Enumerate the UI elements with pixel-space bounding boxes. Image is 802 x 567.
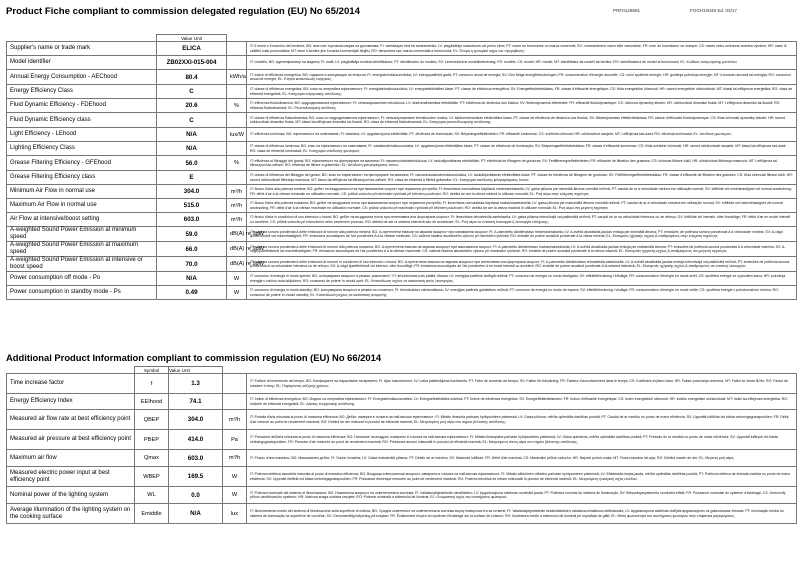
additional-info-row xyxy=(7,467,797,487)
row-unit xyxy=(227,42,247,56)
row-value: C xyxy=(157,113,227,128)
document-reference: PRF0128981 xyxy=(613,8,641,13)
fiche-row xyxy=(7,227,797,242)
row-value: 59.0 xyxy=(157,227,227,242)
row-unit xyxy=(227,142,247,156)
row-unit xyxy=(227,85,247,99)
row-translations: IT: classe di efficienza del filtraggio dei grassi; BG: клас по ефективност на филтриране на мазнини; FI: rasvansuodatustehokkuusluokka; LV: taukutilpināšanas efektivitātes klase; PT: classe de eficiência de filtragem de gorduras; SV: Fettfiltreringseffektivitetsklass; FR: classe d'efficacité de filtration des graisses; CS: třída účinnosti filtrace tuků; HR: razred učinkovitosti filtriranja masnoća; MT: klassi tal-effiċjenza tal-filtrazzjoni tax-xaħam; RO: clasa de eficiență a filtrării grăsimilor; EL: Κατηγορία απόδοσης φιλτραρίσματος λιπών; xyxy=(247,171,797,185)
row-translations: IT: efficienza di filtraggio dei grassi; BG: ефективност на филтриране на мазнини; FI: rasvansuodatustehokkuus; LV: taukutilpināšanas efektivitāte; PT: eficiência de filtragem de gorduras; SV: Fettfiltreringseffektiviteten; FR: efficacité de filtration des graisses; CS: účinnost filtrace tuků; HR: učinkovitost filtriranja masnoća; MT: l-effiċjenza tal-filtrazzjoni tax-xaħam; RO: eficiența de filtrare a grăsimilor; EL: Απόδοση φιλτραρίσματος λιπών; xyxy=(247,156,797,171)
row-translations: IT: efficienza fluidodinamica; BG: хидродинамична ефективност; FI: virtausdynaaminen tehokkuus; LV: šķidrumdinamikas efektivitāte; PT: eficiência de dinâmica dos fluidos; SV: flödesdynamisk effektivitet; FR: efficacité fluidodynamique; CS: účinnost dynamiky tekutin; HR: učinkovitost dinamike fluida; MT: l-effiċjenza dinamika tal-fluwidi; RO: eficiența fluidodinamică; EL: Ρευστοδυναμική απόδοση; xyxy=(247,99,797,113)
fiche-row xyxy=(7,156,797,171)
row-unit: W xyxy=(223,467,247,487)
row-translations: IT: modello; BG: идентификатор на модела; FI: malli; LV: piegādātāja modeļa identifikators; PT: identificador do modelo; SV: Leverantörens modellbeteckning; FR: modèle; CS: model; HR: model; MT: identifikatur tal-mudell tal-fornitur; RO: identificatorul de model al furnizorului; EL: Κωδικός αναγνώρισης μοντέλου; xyxy=(247,56,797,70)
fiche-row xyxy=(7,257,797,272)
additional-info-row xyxy=(7,487,797,504)
row-unit: % xyxy=(227,99,247,113)
row-unit: W xyxy=(223,487,247,504)
fiche-row xyxy=(7,213,797,227)
column-header-spacer xyxy=(7,35,157,42)
additional-info-row xyxy=(7,410,797,430)
row-translations: IT: potenza sonora ponderata A delle emissioni di rumore alla potenza massima; BG: А-претеглени емисии на звукова мощност при максимална скорост; FI: A-painotettu äänitehotaso maksimiasetuksella; LV: A-svērtā akustiskās jaudas emisija pie maksimālā ātruma; PT: emissões de potência sonora ponderada A à velocidade máxima; SV: A-vägd ljudeffektnivå vid maximihastighet; FR: émissions acoustiques de l'air pondérées A à la vitesse maximale; CS: vážená hladina akustického výkonu při maximální rychlosti; RO: emisiile de putere acustică ponderate A la viteza maximă; EL: Εκπομπές ηχητικής ισχύος Α-σταθμισμένες στη μέγιστη ταχύτητα; xyxy=(247,242,797,257)
row-value: 80.4 xyxy=(157,70,227,85)
product-fiche-table xyxy=(6,34,797,300)
row-symbol: Qmax xyxy=(135,450,169,467)
row-translations: IT: Pressione dell'aria misurata al punto di massima efficienza; BG: Налягане на въздуха, измерено в точката на най-висока ефективност; FI: Mitattu ilmanpaine parhaan hyötysuhteen pisteessä; LV: Gaisa spiediens, mērīts optimālās darbības punktā; PT: Pressão do ar medida no ponto de maior eficiência; SV: Uppmätt lufttryck vid bästa verkningsgradspunkten; FR: Pression d'air mesurée au point de rendement maximal; RO: Presiunea aerului măsurată în punctul de eficiență maximă; EL: Μετρούμενη πίεση αέρα στο σημείο βέλτιστης απόδοσης; xyxy=(247,430,797,450)
row-translations: IT: consumo di energia in modo spento; BG: консумирана мощност в режим „изключено“; FI: tehonkulutus pois päältä -tilassa; LV: enerģijas patēriņš izslēgtā režīmā; PT: consumo de energia no modo desligado; SV: effektförbrukning i frånläge; FR: consommation d'énergie en mode arrêt; CS: spotřeba energie ve vypnutém stavu; HR: potrošnja energije u načinu rada isključeno; RO: consumul de putere în modul oprit; EL: Κατανάλωση ισχύος σε κατάσταση εκτός λειτουργίας; xyxy=(247,272,797,286)
column-header-value-unit: Value Unit xyxy=(157,35,227,42)
row-translations: IT: il nome o il marchio del fornitore; BG: име или търговска марка на доставчика; FI: valmistajan nimi tai tavaramerkki; LV: piegādātāja nosaukums vai preču zīme; PT: nome do fornecedor ou marca comercial; SV: Leverantörens namn eller varumärke; FR: nom du fournisseur ou marque; CS: název nebo ochranná známka výrobce; HR: naziv ili zaštitni znak proizvođača; MT: isem il-fornitur jew il-marka kummerċjali tiegħu; RO: denumirea sau marca comercială a furnizorului; EL: Όνομα ή εμπορικό σήμα του προμηθευτή; xyxy=(247,42,797,56)
row-translations: IT: consumo di energia in modo standby; BG: консумирана мощност в режим на готовност; FI: tehonkulutus valmiustilassa; LV: enerģijas patēriņš gaidstāves režīmā; PT: consumo de energia no modo de espera; SV: effektförbrukning i viloläge; FR: consommation d'énergie en mode veille; CS: spotřeba energie v pohotovostním režimu; RO: consumul de putere în modul standby; EL: Κατανάλωση ισχύος σε κατάσταση αναμονής; xyxy=(247,286,797,300)
row-symbol: WL xyxy=(135,487,169,504)
row-label: Measured air pressure at best efficiency point xyxy=(7,430,135,450)
row-value: 515.0 xyxy=(157,199,227,213)
fiche-row xyxy=(7,185,797,199)
row-translations: IT: classe di efficienza luminosa; BG: клас на ефективност на осветяване; FI: valaistustehokkuusluokka; LV: apgaismojuma efektivitātes klase; PT: classe de eficiência de iluminação; SV: Belysningseffektivitetsklass; FR: classe d'efficacité lumineuse; CS: třída světelné účinnosti; HR: razred učinkovitosti rasvjete; MT: klassi tal-effiċjenza tad-dawl; RO: clasa de eficiență luminoasă; EL: Κατηγορία απόδοσης φωτισμού; xyxy=(247,142,797,156)
row-value: 56.0 xyxy=(157,156,227,171)
fiche-row xyxy=(7,242,797,257)
row-value: ZB02XXI-015-004 xyxy=(157,56,227,70)
fiche-row xyxy=(7,128,797,142)
row-unit: lux/W xyxy=(227,128,247,142)
column-header-spacer xyxy=(247,367,797,374)
row-value: E xyxy=(157,171,227,185)
fiche-row xyxy=(7,171,797,185)
fiche-row xyxy=(7,56,797,70)
row-unit: m³/h xyxy=(227,185,247,199)
row-label: Energy Efficiency Class xyxy=(7,85,157,99)
row-value: C xyxy=(157,85,227,99)
row-label: Power consumption in standby mode - Ps xyxy=(7,286,157,300)
row-value: 20.6 xyxy=(157,99,227,113)
row-label: Annual Energy Consumption - AEChood xyxy=(7,70,157,85)
row-value: 603.0 xyxy=(169,450,223,467)
row-symbol: WBEP xyxy=(135,467,169,487)
row-label: Maximum Air Flow in normal use xyxy=(7,199,157,213)
row-label: A-weighted Sound Power Emission at maximum speed xyxy=(7,242,157,257)
row-value: 603.0 xyxy=(157,213,227,227)
row-label: Nominal power of the lighting system xyxy=(7,487,135,504)
row-label: Air Flow at intensive/boost setting xyxy=(7,213,157,227)
row-value: 304.0 xyxy=(157,185,227,199)
fiche-row xyxy=(7,85,797,99)
page-title: Product Fiche compliant to commission delegated regulation (EU) No 65/2014 xyxy=(6,6,360,17)
row-translations: IT: classe di efficienza energetica; BG: клас по енергийна ефективност; FI: energiatehokkuusluokka; LV: energoefektivitātes klase; PT: classe de eficiência energética; SV: Energieffektivitetsklass; FR: classe d'efficacité énergétique; CS: třída energetické účinnosti; HR: razred energetske učinkovitosti; MT: klassi tal-effiċjenza enerġetika; RO: clasa de eficiență energetică; EL: Κατηγορία ενεργειακής απόδοσης; xyxy=(247,85,797,99)
row-label: Measured electric power input at best efficiency point xyxy=(7,467,135,487)
fiche-row xyxy=(7,199,797,213)
row-unit: W xyxy=(227,286,247,300)
row-symbol: QBEP xyxy=(135,410,169,430)
row-translations: IT: Potenza nominale del sistema di illuminazione; BG: Номинална мощност на осветителната система; FI: Valaistusjärjestelmän nimellisteho; LV: Apgaismojuma sistēmas nominālā jauda; PT: Potência nominal do sistema de iluminação; SV: Belysningssystemets nominella effekt; FR: Puissance nominale du système d'éclairage; CS: Jmenovitý příkon osvětlovacího systému; HR: Nazivna snaga sustava rasvjete; RO: Puterea nominală a sistemului de iluminat; EL: Ονομαστική ισχύς του συστήματος φωτισμού; xyxy=(247,487,797,504)
row-value: 304.0 xyxy=(169,410,223,430)
row-value: 0.49 xyxy=(157,286,227,300)
row-value: 74.1 xyxy=(169,394,223,410)
row-translations: IT: Indice di efficienza energetica; BG: Индекс на енергийна ефективност; FI: Energiatehokkuusindeksi; LV: Energoefektivitātes indekss; PT: Índice de eficiência energética; SV: Energieffektivitetsindex; FR: Indice d'efficacité énergétique; CS: Index energetické účinnosti; HR: Indeks energetske učinkovitosti; MT: Indiċi tal-effiċjenza enerġetika; RO: Indicele de eficiență energetică; EL: Δείκτης ενεργειακής απόδοσης; xyxy=(247,394,797,410)
fiche-row xyxy=(7,272,797,286)
row-label: Power consumption off mode - Po xyxy=(7,272,157,286)
row-value: 169.5 xyxy=(169,467,223,487)
additional-info-row xyxy=(7,374,797,394)
row-unit: m³/h xyxy=(223,450,247,467)
row-unit: lux xyxy=(223,504,247,524)
row-label: Average illumination of the lighting system on the cooking surface xyxy=(7,504,135,524)
row-value: 66.0 xyxy=(157,242,227,257)
row-label: Minimum Air Flow in normal use xyxy=(7,185,157,199)
row-symbol: PBEP xyxy=(135,430,169,450)
row-unit xyxy=(227,113,247,128)
row-unit: m³/h xyxy=(227,213,247,227)
row-translations: IT: Portata d'aria misurata al punto di massima efficienza; BG: Дебит, измерен в точката на най-висока ефективност; FI: Mitattu ilmavirta parhaan hyötysuhteen pisteessä; LV: Gaisa plūsma, mērīta optimālās darbības punktā; PT: Caudal de ar medido no ponto de maior eficiência; SV: Uppmätt luftflöde vid bästa verkningsgradspunkten; FR: Débit d'air mesuré au point de rendement maximal; RO: Debitul de aer măsurat în punctul de eficiență maximă; EL: Μετρούμενη ροή αέρα στο σημείο βέλτιστης απόδοσης; xyxy=(247,410,797,430)
row-label: Supplier's name or trade mark xyxy=(7,42,157,56)
column-header-spacer xyxy=(7,367,135,374)
row-label: Lighting Efficiency Class xyxy=(7,142,157,156)
section-title-additional-info: Additional Product Information compliant to commission regulation (EU) No 66/2014 xyxy=(6,352,382,363)
row-label: Energy Efficiency Index xyxy=(7,394,135,410)
row-symbol: EEIhood xyxy=(135,394,169,410)
column-header-spacer xyxy=(223,367,247,374)
additional-info-row xyxy=(7,450,797,467)
additional-info-table xyxy=(6,366,797,524)
row-unit xyxy=(223,374,247,394)
row-translations: IT: classe di efficienza fluidodinamica; BG: клас по хидродинамична ефективност; FI: virtausdynaamisen tehokkuuden luokka; LV: šķidrumdinamikas efektivitātes klase; PT: classe de eficiência de dinâmica dos fluidos; SV: flödesdynamisk effektivitetsklass; FR: classe d'efficacité fluidodynamique; CS: třída účinnosti dynamiky tekutin; HR: razred učinkovitosti dinamike fluida; MT: klassi tal-effiċjenza dinamika tal-fluwidi; RO: clasa de eficiență fluidodinamică; EL: Κατηγορία ρευστοδυναμικής απόδοσης; xyxy=(247,113,797,128)
row-unit: dB(A) re 1pW xyxy=(227,242,247,257)
row-label: A-weighted Sound Power Emission at minimum speed xyxy=(7,227,157,242)
row-label: A-weighted Sound Power Emission at intensive or boost speed xyxy=(7,257,157,272)
column-header-value-unit: Value Unit xyxy=(169,367,223,374)
row-label: Time increase factor xyxy=(7,374,135,394)
row-label: Light Efficiency - LEhood xyxy=(7,128,157,142)
row-label: Fluid Dynamic Efficiency class xyxy=(7,113,157,128)
row-value: 70.0 xyxy=(157,257,227,272)
row-translations: IT: Illuminamento medio del sistema di illuminazione sulla superficie di cottura; BG: Средна осветеност на осветителната система върху повърхността за готвене; FI: Valaistusjärjestelmän keskimääräinen valaistusvoimakkuus keittotasolla; LV: Apgaismojuma sistēmas vidējais apgaismojums uz gatavošanas virsmas; PT: Iluminação média do sistema de iluminação na superfície de cozinhar; SV: Genomsnittlig belysning på kokytan; FR: Éclairement moyen du système d'éclairage sur la surface de cuisson; RO: Iluminarea medie a sistemului de iluminat pe suprafața de gătit; EL: Μέση φωτεινότητα του συστήματος φωτισμού στην επιφάνεια μαγειρέματος; xyxy=(247,504,797,524)
row-unit xyxy=(223,394,247,410)
row-value: N/A xyxy=(157,142,227,156)
row-unit: W xyxy=(227,272,247,286)
fiche-row xyxy=(7,42,797,56)
row-label: Grease Filtering Efficiency - GFEhood xyxy=(7,156,157,171)
document-edition: FOGH10048 Ed. 03/17 xyxy=(690,8,737,13)
row-label: Model identifier xyxy=(7,56,157,70)
row-value: 0.0 xyxy=(169,487,223,504)
row-translations: IT: potenza sonora ponderata A delle emissioni di rumore in condizioni di uso intensivo o boost; BG: А-претеглени емисии на звукова мощност при интензивна или форсирана скорост; FI: A-painotettu äänitehotaso tehostetulla asetuksella; LV: A-svērtā akustiskās jaudas emisija intensīvajā vai paātrinātā režīmā; PT: emissões de potência sonora ponderada A na velocidade intensiva ou de reforço; SV: A-vägd ljudeffektnivå vid intensiv- eller boostläge; FR: émissions acoustiques de l'air pondérées A en mode intensif ou accéléré; RO: emisiile de putere acustică ponderate A la setarea intensivă; EL: Εκπομπές ηχητικής ισχύος Α-σταθμισμένες σε εντατική λειτουργία; xyxy=(247,257,797,272)
row-label: Measured air flow rate at best efficiency point xyxy=(7,410,135,430)
row-translations: IT: Potenza elettrica assorbita misurata al punto di massima efficienza; BG: Входяща електрическа мощност, измерена в точката на най-висока ефективност; FI: Mitattu sähköinen ottoteho parhaan hyötysuhteen pisteessä; LV: Elektriskās ieejas jauda, mērīta optimālās darbības punktā; PT: Potência elétrica de entrada medida no ponto de maior eficiência; SV: Uppmätt eleffekt vid bästa verkningsgradspunkten; FR: Puissance électrique mesurée au point de rendement maximal; RO: Puterea electrică de intrare măsurată în punctul de eficiență maximă; EL: Μετρούμενη ηλεκτρική ισχύς εισόδου; xyxy=(247,467,797,487)
row-unit xyxy=(227,171,247,185)
fiche-row xyxy=(7,70,797,85)
column-header-spacer xyxy=(247,35,797,42)
row-translations: IT: Flusso d'aria massimo; BG: Максимален дебит; FI: Suurin ilmavirta; LV: Gaisa maksimālā plūsma; PT: Débito de ar máximo; SV: Maximalt luftflöde; FR: Débit d'air maximal; CS: Maximální průtok vzduchu; HR: Najveći protok zraka; MT: Fluss massimu tal-arja; RO: Debitul maxim de aer; EL: Μέγιστη ροή αέρα; xyxy=(247,450,797,467)
row-unit: kWh/a xyxy=(227,70,247,85)
row-translations: IT: flusso d'aria in condizioni di uso intensivo o boost; BG: дебит на въздушния поток при интензивна или форсирана скорост; FI: ilmavirtaus tehostetulla asetuksella; LV: gaisa plūsma intensīvajā vai paātrinātā režīmā; PT: caudal de ar na velocidade intensiva ou de reforço; SV: luftflöde vid intensiv- eller boostläge; FR: débit d'air en mode intensif ou accéléré; CS: průtok vzduchu při intenzivním nebo zesíleném provozu; RO: debitul de aer la setarea intensivă sau de accelerare; EL: Ροή αέρα σε εντατική λειτουργία ή λειτουργία ενίσχυσης; xyxy=(247,213,797,227)
row-value: N/A xyxy=(169,504,223,524)
additional-info-row xyxy=(7,504,797,524)
row-unit: dB(A) re 1pW xyxy=(227,227,247,242)
row-label: Maximum air flow xyxy=(7,450,135,467)
fiche-row xyxy=(7,99,797,113)
row-symbol: Emiddle xyxy=(135,504,169,524)
row-symbol: f xyxy=(135,374,169,394)
column-header-symbol: Symbol xyxy=(135,367,169,374)
row-label: Grease Filtering Efficiency class xyxy=(7,171,157,185)
row-label: Fluid Dynamic Efficiency - FDEhood xyxy=(7,99,157,113)
row-unit xyxy=(227,56,247,70)
row-value: 414.0 xyxy=(169,430,223,450)
row-unit: m³/h xyxy=(223,410,247,430)
fiche-row xyxy=(7,113,797,128)
row-unit: dB(A) re 1pW xyxy=(227,257,247,272)
row-translations: IT: efficienza luminosa; BG: ефективност на осветяване; FI: valaistus; LV: apgaismojuma efektivitāte; PT: eficiência de iluminação; SV: Belysningseffektiviteten; FR: efficacité lumineuse; CS: světelná účinnost; HR: učinkovitost rasvjete; MT: l-effiċjenza tad-dawl; RO: eficiența luminoasă; EL: Απόδοση φωτισμού; xyxy=(247,128,797,142)
additional-info-row xyxy=(7,394,797,410)
column-header-spacer xyxy=(227,35,247,42)
row-value: N/A xyxy=(157,272,227,286)
fiche-row xyxy=(7,142,797,156)
row-value: ELICA xyxy=(157,42,227,56)
fiche-row xyxy=(7,286,797,300)
row-value: N/A xyxy=(157,128,227,142)
row-translations: IT: potenza sonora ponderata A delle emissioni di rumore alla potenza minima; BG: А-претеглени емисии на звукова мощност при минимална скорост; FI: A-painotettu äänitehotaso minimiasetuksella; LV: A-svērtā akustiskās jaudas emisija pie minimālā ātruma; PT: emissões de potência sonora ponderada A à velocidade mínima; SV: A-vägd ljudeffektnivå vid minimihastighet; FR: émissions acoustiques de l'air pondérées A à la vitesse minimale; CS: vážená hladina akustického výkonu při minimální rychlosti; RO: emisiile de putere acustică ponderate A la viteza minimă; EL: Εκπομπές ηχητικής ισχύος Α-σταθμισμένες στην ελάχιστη ταχύτητα; xyxy=(247,227,797,242)
row-translations: IT: flusso d'aria alla potenza minima; BG: дебит на въздушния поток при минимална скорост при нормална употреба; FI: ilmavirtaus normaalissa käytössä minimiasetuksella; LV: gaisa plūsma pie minimālā ātruma normālā režīmā; PT: caudal de ar à velocidade mínima em utilização normal; SV: luftflöde vid minimihastighet vid normal användning; FR: débit d'air à la vitesse minimale en utilisation normale; CS: průtok vzduchu při minimální rychlosti při běžném používání; RO: debitul de aer la viteza minimă în utilizare normală; EL: Ροή αέρα στην ελάχιστη ταχύτητα; xyxy=(247,185,797,199)
row-unit: m³/h xyxy=(227,199,247,213)
additional-info-row xyxy=(7,430,797,450)
row-value: 1.3 xyxy=(169,374,223,394)
row-unit: % xyxy=(227,156,247,171)
row-translations: IT: flusso d'aria alla potenza massima; BG: дебит на въздушния поток при максимална скорост при нормална употреба; FI: ilmavirtaus normaalissa käytössä maksimiasetuksella; LV: gaisa plūsma pie maksimālā ātruma normālā režīmā; PT: caudal de ar à velocidade máxima em utilização normal; SV: luftflöde vid maximihastighet vid normal användning; FR: débit d'air à la vitesse maximale en utilisation normale; CS: průtok vzduchu při maximální rychlosti při běžném používání; RO: debitul de aer la viteza maximă în utilizare normală; EL: Ροή αέρα στη μέγιστη ταχύτητα; xyxy=(247,199,797,213)
row-translations: IT: indice di efficienza energetica; BG: годишното консумация на енергия; FI: energiatehokkuusindeksi; LV: energopatēriņš gadā; PT: consumo anual de energia; SV: Den årliga energiförbrukningen; FR: consommation d'énergie annuelle; CS: roční spotřeba energie; HR: godišnja potrošnja energije; MT: il-konsum annwali tal-enerġija; RO: consumul anual de energie; EL: Ετήσια κατανάλωση ενέργειας; xyxy=(247,70,797,85)
row-unit: Pa xyxy=(223,430,247,450)
row-translations: IT: Fattore di incremento nel tempo; BG: Коефициент на нарастване на времето; FI: Ajan kasvukerroin; LV: Laika palielinājuma koeficients; PT: Fator de aumento de tempo; SV: Faktor för tidsökning; FR: Facteur d'accroissement dans le temps; CS: Koeficient zvýšení času; HR: Faktor povećanja vremena; MT: Fattur ta' żieda fil-ħin; RO: Factor de creștere în timp; EL: Παράγοντας αύξησης χρόνου; xyxy=(247,374,797,394)
